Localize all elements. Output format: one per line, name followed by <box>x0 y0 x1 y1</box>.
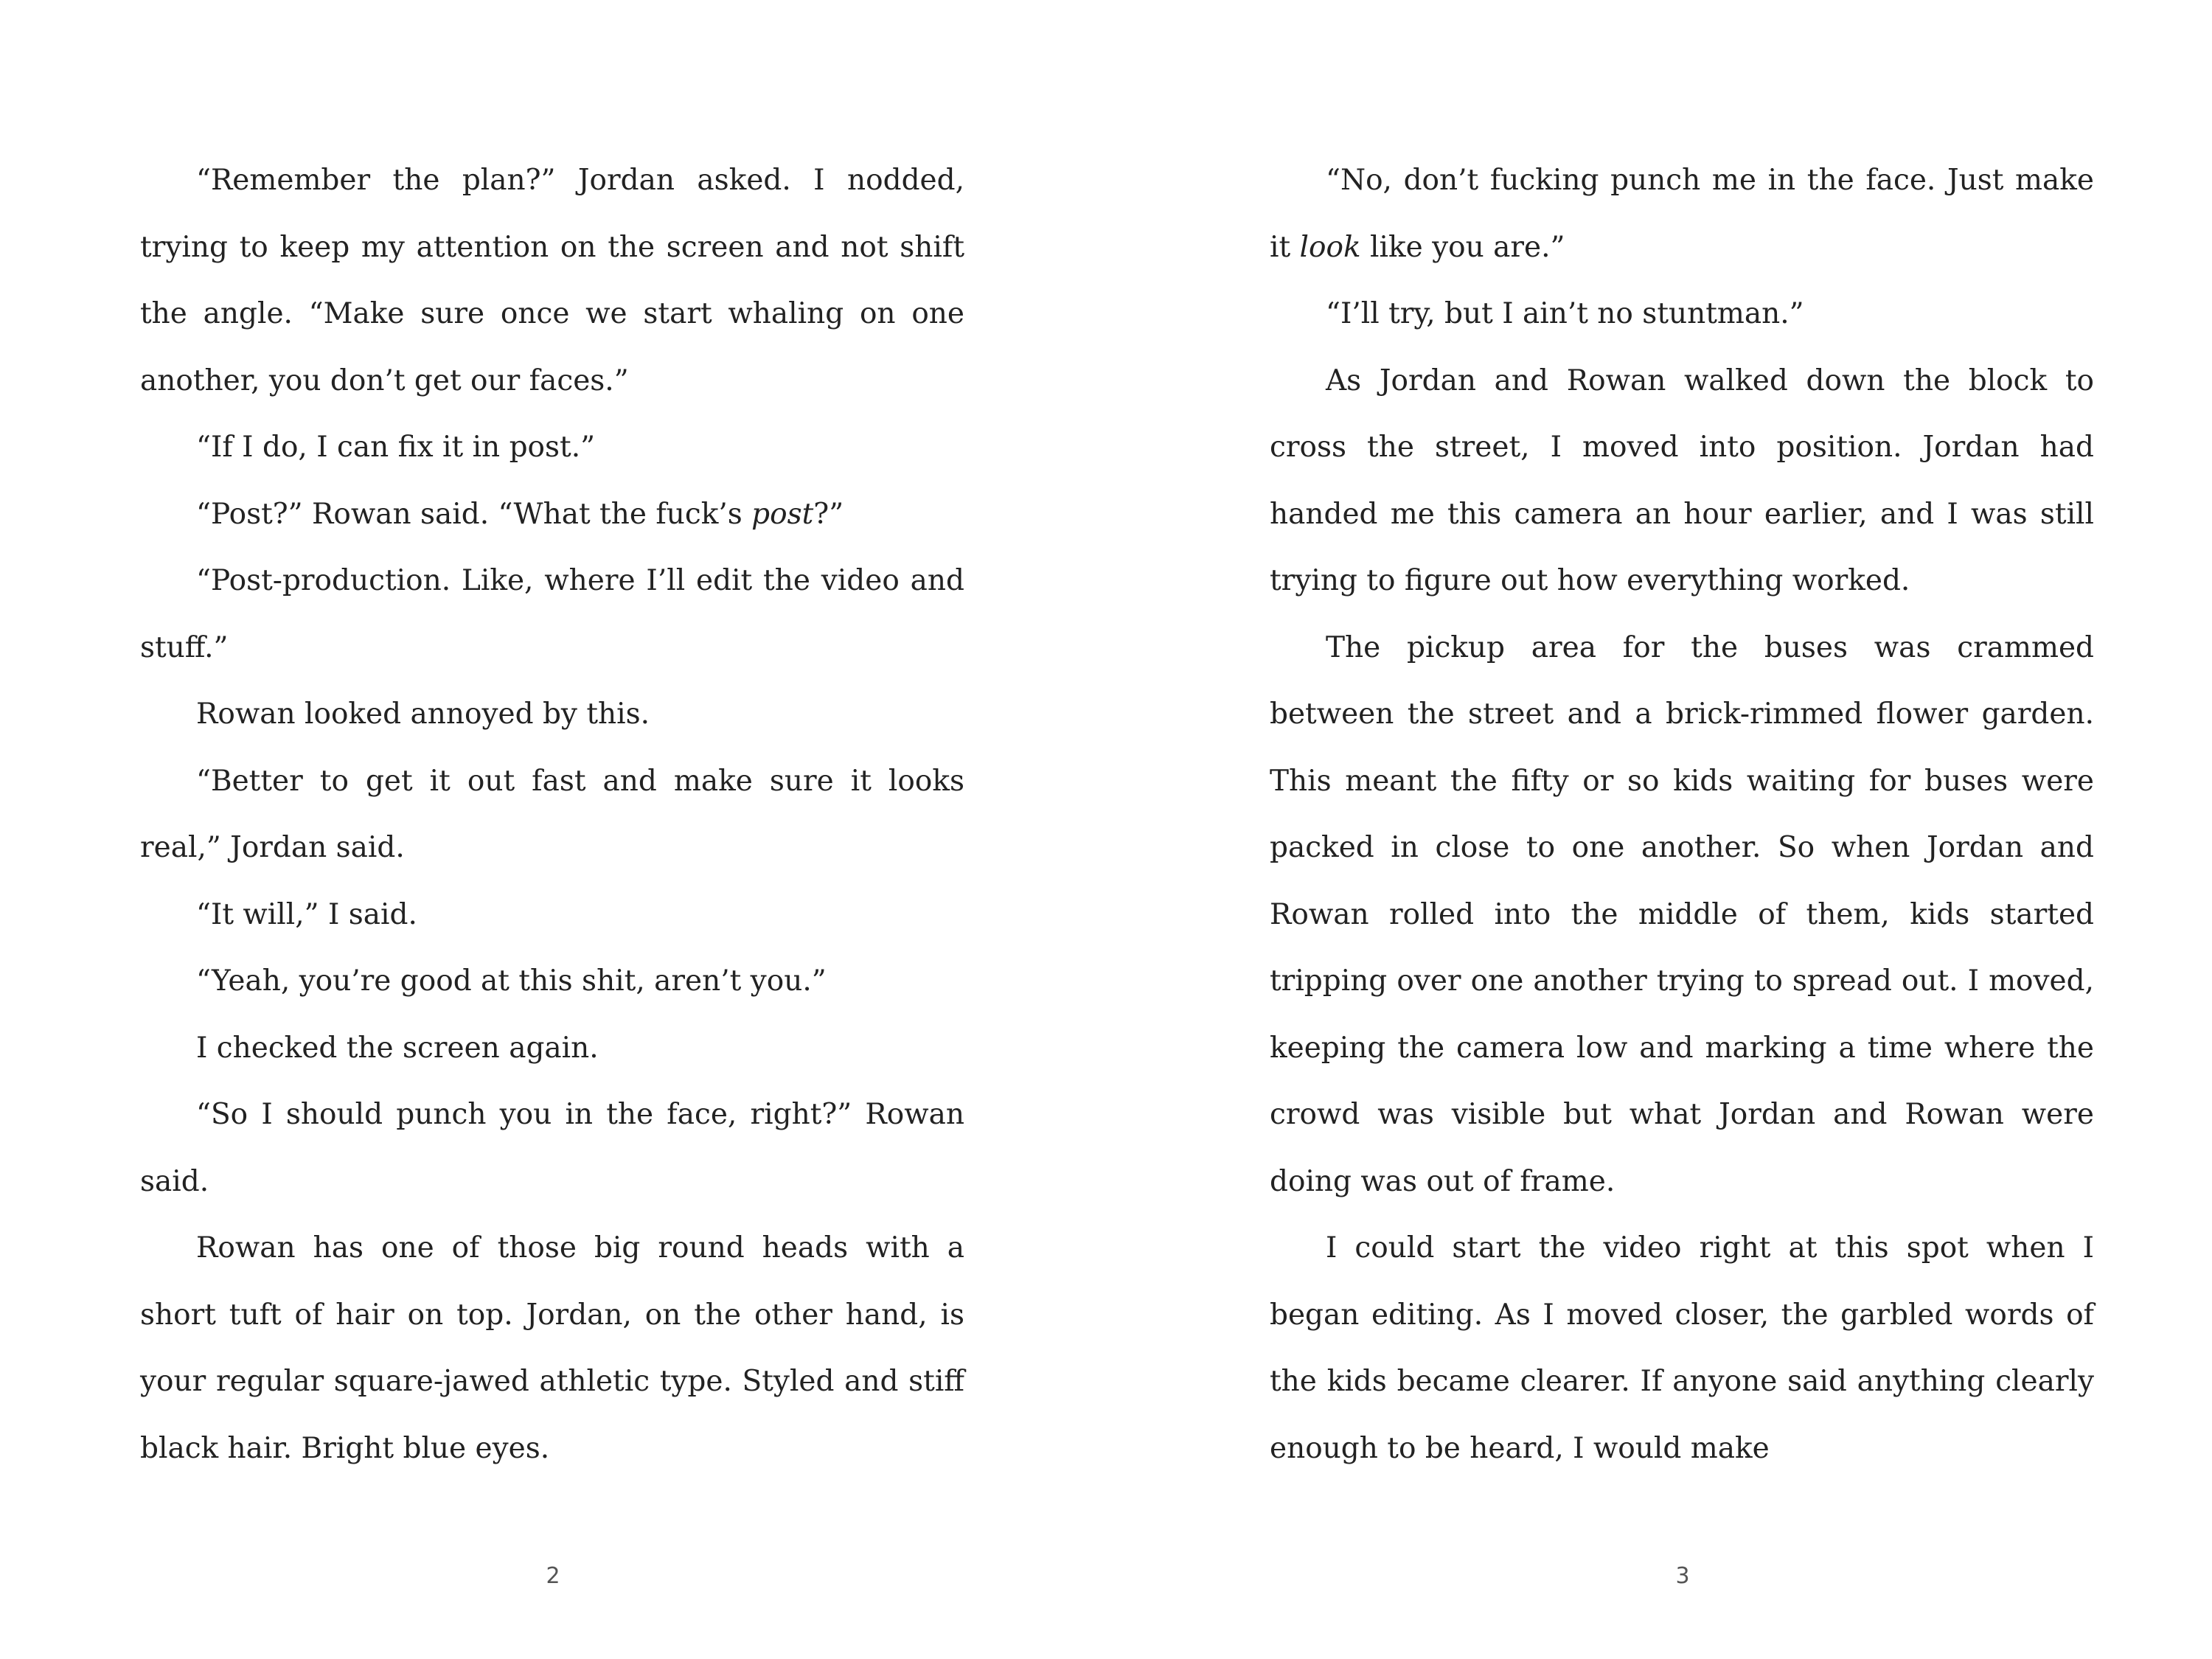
paragraph: The pickup area for the buses was crammed between the street and a brick-rimmed flower garden. This meant the fifty or so kids waiting for buses were packed in close to one another. So when Jordan and Rowan rolled into the middle of them, kids started tripping over one another trying to spread out. I moved, keeping the camera low and marking a time where the crowd was visible but what Jordan and Rowan were doing was out of frame. <box>1270 630 2094 1198</box>
paragraph: “So I should punch you in the face, right?” Rowan said. <box>140 1098 964 1198</box>
paragraph: Rowan looked annoyed by this. <box>196 698 650 731</box>
page-number: 3 <box>1675 1563 1690 1589</box>
paragraph: “It will,” I said. <box>196 897 417 931</box>
paragraph: “Yeah, you’re good at this shit, aren’t you.” <box>196 964 827 998</box>
paragraph: “If I do, I can fix it in post.” <box>196 431 596 464</box>
paragraph: Rowan has one of those big round heads with a short tuft of hair on top. Jordan, on the other hand, is your regular square-jawed athletic type. Styled and stiff black hair. Bright blue eyes. <box>140 1231 964 1465</box>
right-page-text <box>1270 147 2094 1482</box>
paragraph: “Post-production. Like, where I’ll edit the video and stuff.” <box>140 564 964 664</box>
paragraph: “Remember the plan?” Jordan asked. I nodded, trying to keep my attention on the screen and not shift the angle. “Make sure once we start whaling on one another, you don’t get our faces.” <box>140 164 964 397</box>
paragraph: I checked the screen again. <box>196 1031 599 1065</box>
paragraph: As Jordan and Rowan walked down the block to cross the street, I moved into position. Jordan had handed me this camera an hour earlier, and I was still trying to figure out how everything worked. <box>1270 364 2094 597</box>
page-number: 2 <box>546 1563 560 1589</box>
italic-word: post <box>751 497 814 531</box>
italic-word: look <box>1299 230 1361 264</box>
left-page-text <box>140 147 964 1482</box>
paragraph: “No, don’t fucking punch me in the face. Just make it look like you are.” <box>1270 164 2094 264</box>
right-page <box>1106 0 2212 1659</box>
paragraph: “I’ll try, but I ain’t no stuntman.” <box>1326 297 1804 330</box>
paragraph: “Post?” Rowan said. “What the fuck’s post?” <box>196 497 844 531</box>
paragraph: I could start the video right at this spot when I began editing. As I moved closer, the garbled words of the kids became clearer. If anyone said anything clearly enough to be heard, I would make <box>1270 1231 2094 1465</box>
paragraph: “Better to get it out fast and make sure it looks real,” Jordan said. <box>140 764 964 864</box>
